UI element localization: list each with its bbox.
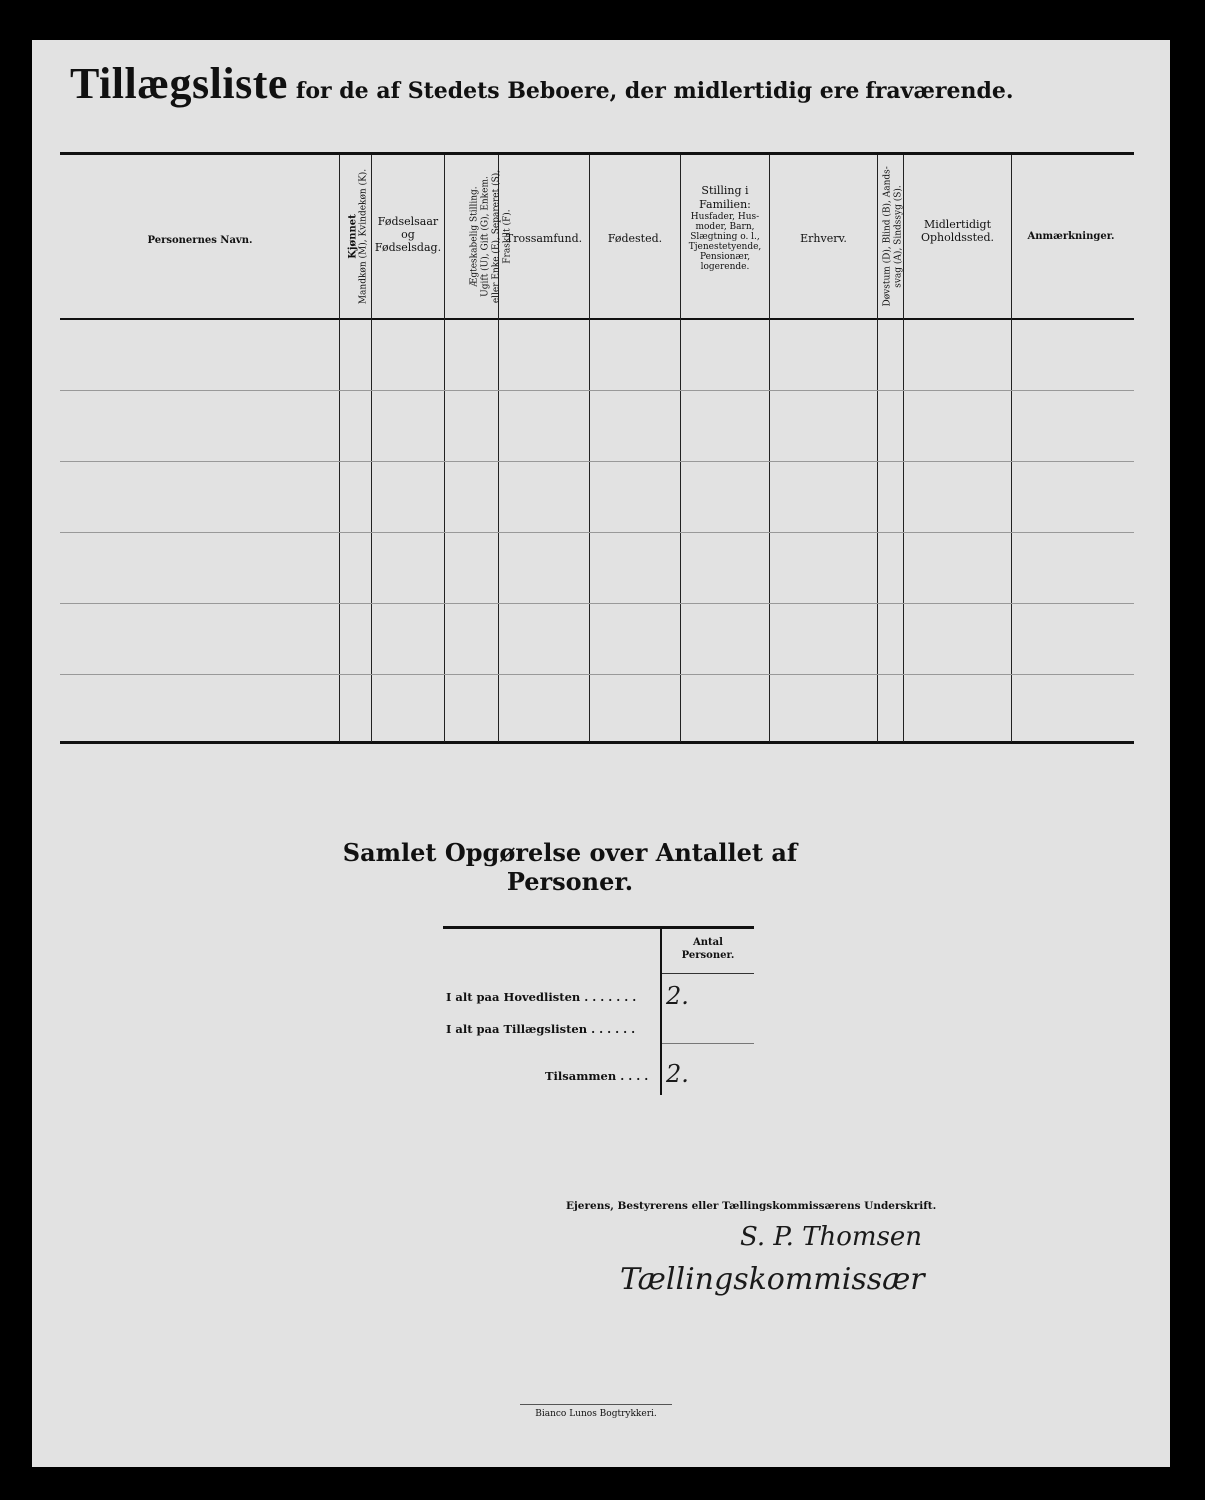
- table-header-rule: [60, 318, 1134, 320]
- header-anm: Anmærkninger.: [1027, 231, 1115, 242]
- table-row: [60, 674, 1134, 675]
- col-divider: [877, 155, 878, 742]
- header-stilling-line3: Husfader, Hus-: [690, 212, 760, 222]
- header-fodested: Fødested.: [607, 232, 663, 245]
- table-row: [60, 461, 1134, 462]
- table-bottom-rule: [60, 741, 1134, 744]
- header-fodselsaar-line1: Fødselsaar: [377, 215, 439, 228]
- header-fodselsaar-line2: og: [401, 228, 415, 241]
- table-top-rule: [60, 152, 1134, 155]
- header-stilling-line8: logerende.: [700, 262, 750, 272]
- title-emphasis: fraværende.: [865, 78, 1014, 104]
- summary-label-tilsammen: Tilsammen . . . .: [545, 1069, 649, 1083]
- summary-row-rule: [662, 1043, 754, 1044]
- summary-title: Samlet Opgørelse over Antallet af Personer.: [342, 838, 798, 896]
- header-ophold: [904, 218, 1011, 244]
- header-aegteskab-3: eller Enke (E), Separeret (S),: [491, 169, 502, 304]
- header-stilling-line7: Pensionær,: [699, 252, 751, 262]
- summary-top-rule: [443, 926, 754, 929]
- title-main: Tillægsliste: [70, 59, 288, 108]
- summary-col-header-line2: Personer.: [681, 950, 735, 961]
- title-rest: for de af Stedets Beboere, der midlertidig ere: [295, 78, 860, 104]
- header-ophold-line1: Midlertidigt: [923, 218, 992, 231]
- header-fodselsaar-line3: Fødselsdag.: [374, 241, 442, 254]
- header-aegteskab-2: Ugift (U), Gift (G), Enkem.: [480, 176, 491, 297]
- table-row: [60, 532, 1134, 533]
- header-tros: Trossamfund.: [505, 232, 583, 245]
- signature-caption: Ejerens, Bestyrerens eller Tællingskommissærens Underskrift.: [566, 1200, 937, 1212]
- summary-col-header-line1: Antal: [693, 937, 723, 948]
- summary-label-hovedlisten: I alt paa Hovedlisten . . . . . . .: [446, 990, 637, 1004]
- header-fodselsaar: [372, 215, 444, 254]
- summary-col-header: [662, 936, 754, 962]
- table-row: [60, 603, 1134, 604]
- summary-value-hovedlisten: 2.: [666, 982, 689, 1010]
- census-form-page: [32, 40, 1170, 1467]
- form-title: [70, 58, 1014, 109]
- header-stilling-line4: moder, Barn,: [695, 222, 755, 232]
- summary-label-tillaegslisten: I alt paa Tillægslisten . . . . . .: [446, 1022, 636, 1036]
- header-stilling-line2: Familien:: [699, 198, 751, 211]
- signature-role: Tællingskommissær: [620, 1262, 925, 1297]
- summary-value-tilsammen: 2.: [666, 1060, 689, 1088]
- header-erhverv: Erhverv.: [800, 232, 847, 245]
- col-divider: [339, 155, 340, 742]
- printer-imprint: Bianco Lunos Bogtrykkeri.: [535, 1409, 657, 1419]
- header-aegteskab-1: Ægteskabelig Stilling.: [469, 186, 480, 287]
- header-stilling: [681, 184, 769, 272]
- col-divider: [444, 155, 445, 742]
- header-aegteskab-4: Fraskilt (F).: [502, 209, 513, 264]
- header-stilling-line1: Stilling i: [701, 184, 749, 197]
- summary-header-rule: [662, 973, 754, 974]
- header-navn: Personernes Navn.: [147, 235, 253, 246]
- header-kjonnet-sub: Mandkøn (M), Kvindekøn (K).: [358, 168, 369, 305]
- printer-rule: [520, 1404, 672, 1405]
- table-row: [60, 390, 1134, 391]
- header-stilling-line6: Tjenestetyende,: [688, 242, 762, 252]
- header-dovstum-1: Døvstum (D), Blind (B), Aands-: [882, 166, 893, 307]
- header-stilling-line5: Slægtning o. l.,: [690, 232, 760, 242]
- header-dovstum-2: svag (A), Sindssyg (S).: [893, 185, 904, 288]
- header-ophold-line2: Opholdssted.: [920, 231, 995, 244]
- signature-name: S. P. Thomsen: [740, 1222, 923, 1252]
- col-divider: [1011, 155, 1012, 742]
- header-kjonnet: Kjønnet: [347, 214, 359, 259]
